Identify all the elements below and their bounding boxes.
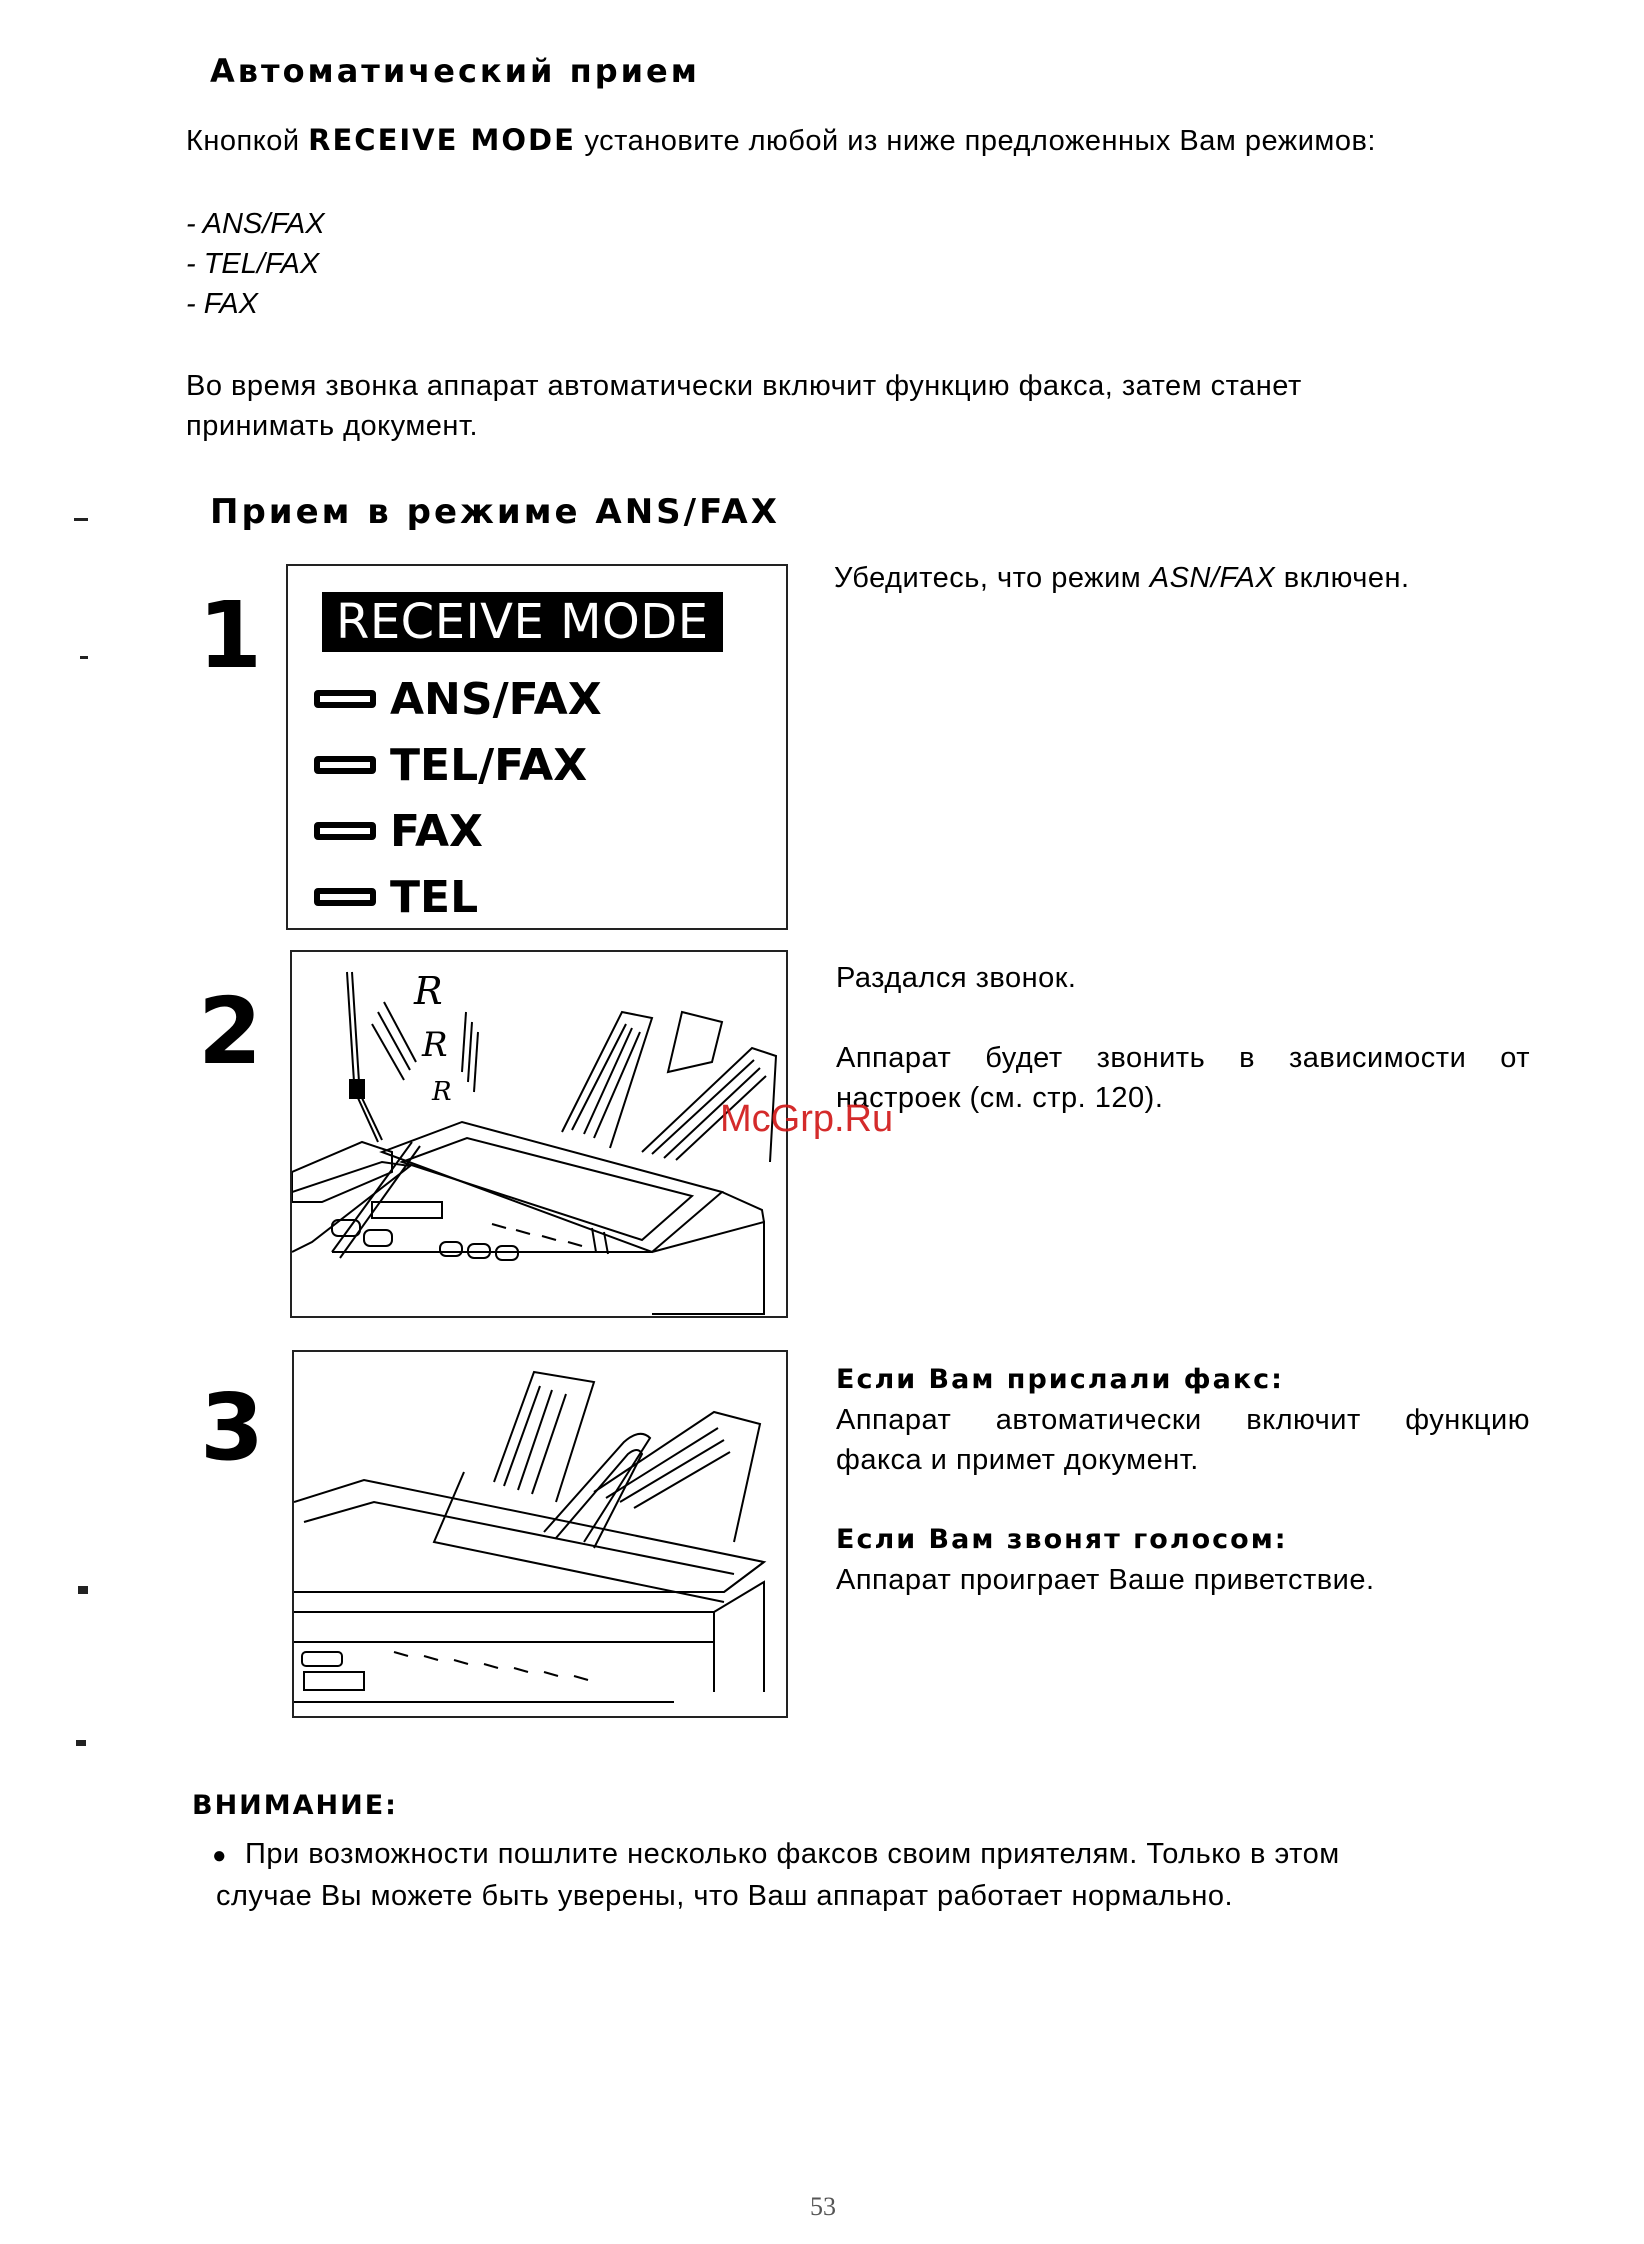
mode-option-tel-fax — [314, 732, 602, 798]
step2-paragraph-line: Аппарат будет звонить в зависимости от — [836, 1042, 1530, 1074]
mode-label: ANS/FAX — [390, 673, 602, 725]
mode-label: TEL/FAX — [390, 739, 588, 791]
fax-text-line: факса и примет документ. — [836, 1444, 1199, 1476]
subsection-title: Прием в режиме ANS/FAX — [210, 492, 780, 532]
note-line: случае Вы можете быть уверены, что Ваш аппарат работает нормально. — [216, 1880, 1234, 1912]
step-number: 3 — [200, 1374, 265, 1481]
led-indicator-icon — [314, 822, 376, 840]
fax-text-line: Аппарат автоматически включит функцию — [836, 1404, 1530, 1436]
voice-text: Аппарат проиграет Ваше приветствие. — [836, 1564, 1375, 1596]
margin-mark — [74, 518, 88, 521]
margin-mark — [78, 1586, 88, 1594]
description-line: принимать документ. — [186, 410, 479, 442]
step-number: 2 — [198, 978, 263, 1085]
led-indicator-icon — [314, 690, 376, 708]
receive-mode-button-name: RECEIVE MODE — [308, 123, 576, 157]
intro-paragraph — [186, 120, 1376, 161]
watermark: McGrp.Ru — [720, 1098, 894, 1140]
mode-option-ans-fax — [314, 666, 602, 732]
page-number: 53 — [810, 2192, 836, 2221]
step2-text-line: Раздался звонок. — [836, 962, 1077, 994]
led-indicator-icon — [314, 756, 376, 774]
note-heading: ВНИМАНИЕ: — [192, 1790, 398, 1821]
ring-letter: R — [422, 1025, 448, 1065]
mode-option-fax — [314, 798, 602, 864]
list-item: - TEL/FAX — [186, 248, 320, 280]
description — [186, 366, 1302, 446]
margin-mark — [80, 656, 88, 659]
step-number: 1 — [198, 582, 263, 689]
mode-option-tel — [314, 864, 602, 930]
step1-text — [834, 558, 1410, 598]
list-item: - FAX — [186, 288, 258, 320]
note-body — [212, 1834, 1340, 1916]
step1-text-suffix: включен. — [1275, 562, 1410, 594]
voice-heading: Если Вам звонят голосом: — [836, 1524, 1288, 1555]
receive-mode-panel — [286, 564, 788, 930]
intro-prefix: Кнопкой — [186, 125, 309, 157]
fax-heading: Если Вам прислали факс: — [836, 1364, 1284, 1395]
step1-text-prefix: Убедитесь, что режим — [834, 562, 1150, 594]
margin-mark — [76, 1740, 86, 1746]
receive-mode-label: RECEIVE MODE — [322, 592, 723, 652]
mode-label: FAX — [390, 805, 483, 857]
note-line: При возможности пошлите несколько факсов своим приятелям. Только в этом — [245, 1838, 1340, 1870]
fax-machine-ringing-image — [292, 952, 786, 1316]
description-line: Во время звонка аппарат автоматически включит функцию факса, затем станет — [186, 370, 1302, 402]
bullet-icon: ● — [212, 1842, 227, 1869]
ring-letter: R — [432, 1077, 452, 1107]
step2-paragraph-line: настроек (см. стр. 120). — [836, 1082, 1164, 1114]
list-item: - ANS/FAX — [186, 208, 325, 240]
mode-label: TEL — [390, 871, 479, 923]
step1-mode: ASN/FAX — [1149, 562, 1276, 594]
step2-text — [836, 958, 1530, 1118]
step3-text — [836, 1360, 1530, 1600]
modes-list — [186, 204, 325, 324]
intro-suffix: установите любой из ниже предложенных Вам режимов: — [575, 125, 1376, 157]
section-title: Автоматический прием — [210, 52, 700, 90]
fax-ringing-illustration — [290, 950, 788, 1318]
ring-letter: R — [414, 969, 443, 1013]
fax-receiving-illustration — [292, 1350, 788, 1718]
fax-machine-receiving-image — [294, 1352, 786, 1716]
led-indicator-icon — [314, 888, 376, 906]
